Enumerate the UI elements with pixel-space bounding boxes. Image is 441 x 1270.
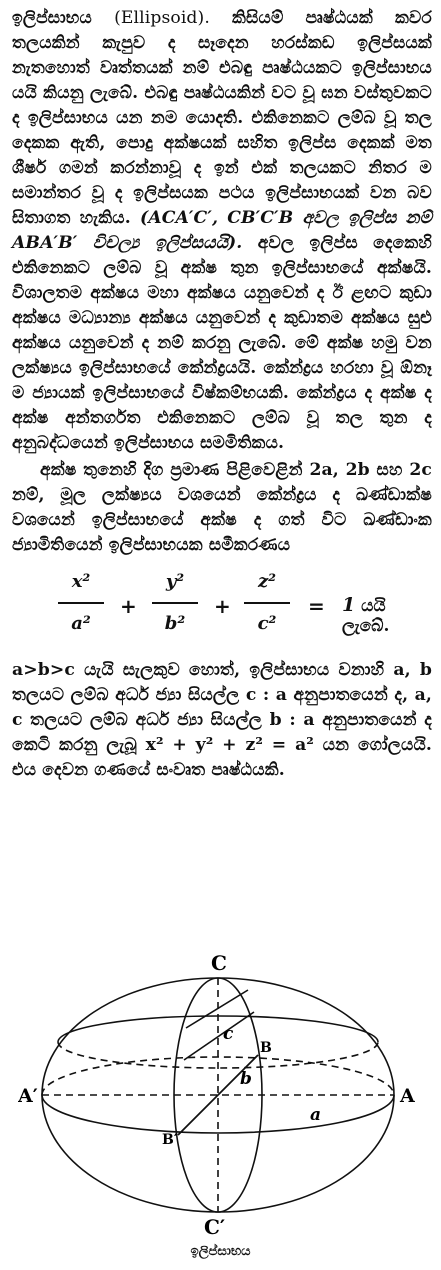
axes-text: අවල ඉලිප්ස දෙකෙහි එකිනෙකට ලම්බ වූ අක්ෂ තුන ඉලිප්සාභයේ අක්ෂයි. විශාලතම අක්ෂය මහා අක්ෂය යනුවෙන් ද ඊ ළඟට කුඩා අක්ෂය මධ්‍යාන්‍ය අක්ෂය යනුවෙන් ද කුඩාතම අක්ෂය සුළු අක්ෂය යනුවෙන් ද නම් කරනු ලැබේ. මේ අක්ෂ හමු වන ලක්ෂ්‍යය ඉලිප්සාභයේ කේන්ද්‍රයයි. කේන්ද්‍රය හරහා වූ ඕනෑ ම ජ්‍යායක් ඉලිප්සාභයේ විෂ්කම්භයකි. කේන්ද්‍රය ද අක්ෂ ද අක්ෂ අන්තර්ගත එකිනෙකට ලම්බ වූ තල තුන ද අනුබද්ධයෙන් ඉලිප්සාභය සමමිතිකය.	[12, 233, 433, 453]
definition-text: කිසියම් පෘෂ්ඨයක් කවර තලයකින් කැපුව ද සෑදෙන හරස්කඩ ඉලිප්සයක් නැතහොත් වෘත්තයක් නම් එබඳු පෘෂ්ඨයකට ඉලිප්සාභය යයි කියනු ලැබේ. එබඳු පෘෂ්ඨයකින් වට වූ ඝන වස්තුවකට ද ඉලිප්සාභය යන නම යොදති. එකිනෙකට ලම්බ වූ තල දෙකක ඇති, පොදු අක්ෂයක් සහිත ඉලිප්ස දෙකක් මත ශීර්ෂ ගමන් කරන්නාවූ ද ඉන් එක් තලයකට නිතර ම සමාන්තර වූ ද ඉලිප්සයක පථය ඉලිප්සාභයක් වන බව සිතාගත හැකිය.	[12, 8, 432, 228]
paragraph-equation-intro: අක්ෂ තුනෙහි දිග ප්‍රමාණ පිළිවෙළින් 2a, 2b සහ 2c නම්, මූල ලක්ෂ්‍යය වශයෙන් කේන්ද්‍රය ද ඛණ්ඩාක්ෂ වශයෙන් ඉලිප්සාභයේ අක්ෂ ද ගත් විට ඛණ්ඩාංක ජ්‍යාමිතියෙන් ඉලිප්සාභයක සමීකරණය	[12, 460, 432, 555]
fraction-bar	[58, 602, 104, 604]
numerator-z: z²	[257, 571, 277, 592]
fraction-z	[244, 568, 290, 638]
fraction-bar	[244, 602, 290, 604]
ellipsoid-equation	[12, 562, 432, 658]
equation-rhs	[342, 594, 432, 636]
label-B-prime: B′	[162, 1132, 178, 1148]
rhs-value: 1	[342, 594, 356, 616]
denominator-b: b²	[164, 613, 186, 634]
label-C-top: C	[211, 951, 227, 975]
plus-sign: +	[214, 594, 231, 618]
hatch-line	[184, 1012, 254, 1060]
plus-sign: +	[120, 594, 137, 618]
ellipsoid-figure	[18, 950, 428, 1240]
article-page	[12, 6, 432, 783]
label-C-bottom: C′	[204, 1215, 226, 1239]
parenthetical-note: (ACA′C′, CB′C′B අවල ඉලිප්ස නම් ABA′B′ විචල්‍ය ඉලිප්සයයි).	[12, 208, 433, 253]
ellipsoid-diagram	[18, 950, 428, 1240]
label-A-left: A′	[18, 1085, 38, 1107]
paragraph-sphere: a>b>c යැයි සැලකුව හොත්, ඉලිප්සාභය වනාහි a, b තලයට ලම්බ අර්ධ ජ්‍යා සියල්ල c : a අනුපාතයෙන් ද, a, c තලයට ලම්බ අර්ධ ජ්‍යා සියල්ල b : a අනුපාතයෙන් ද කෙටි කරනු ලැබූ x² + y² + z² = a² යන ගෝලයයි. එය දෙවන ගණයේ සංවෘත පෘෂ්ඨයකි.	[12, 660, 432, 780]
term-english: (Ellipsoid).	[114, 8, 210, 28]
paragraph-definition	[12, 6, 432, 456]
term-heading: ඉලිප්සාභය	[12, 8, 93, 28]
rhs-text: යයි ලැබේ.	[342, 596, 390, 636]
label-A-right: A	[400, 1085, 415, 1107]
figure-caption: ඉලිප්සාභය	[190, 1244, 251, 1259]
denominator-a: a²	[71, 613, 91, 634]
label-b: b	[240, 1069, 252, 1089]
fraction-y	[152, 568, 198, 638]
label-a: a	[310, 1105, 322, 1125]
label-B: B	[260, 1040, 272, 1056]
denominator-c: c²	[257, 613, 277, 634]
fraction-bar	[152, 602, 198, 604]
label-c: c	[223, 1024, 234, 1044]
numerator-y: y²	[165, 571, 185, 592]
equals-sign: =	[308, 594, 325, 618]
numerator-x: x²	[71, 571, 91, 592]
fraction-x	[58, 568, 104, 638]
